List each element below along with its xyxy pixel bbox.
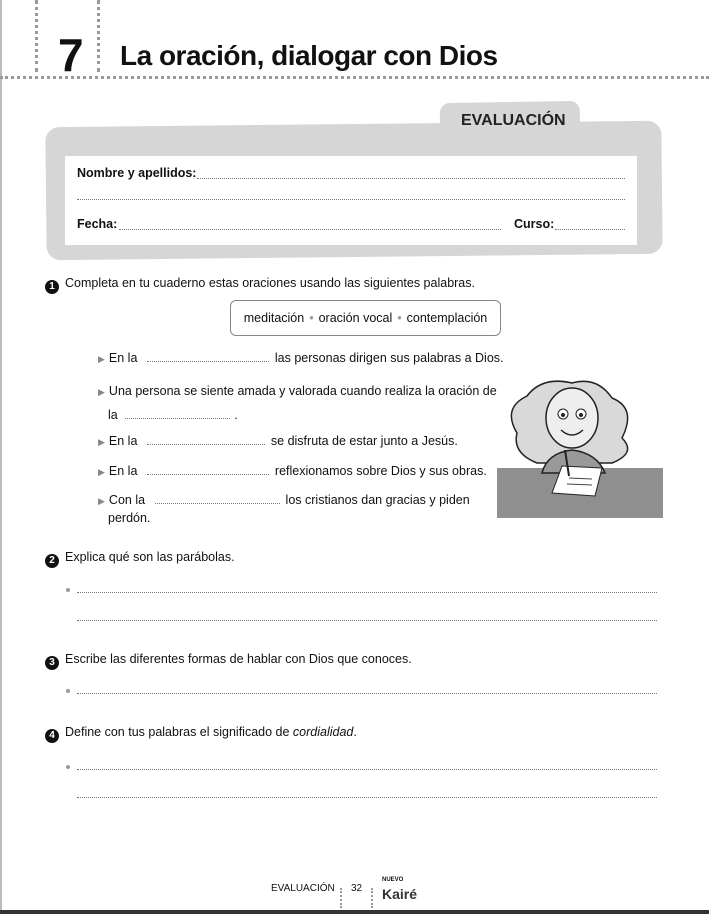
question-number: 4 (45, 729, 59, 743)
question-number: 1 (45, 280, 59, 294)
name-field-line2[interactable] (77, 199, 625, 200)
bullet-icon (66, 765, 70, 769)
item-text: En la (108, 434, 138, 448)
page-edge (0, 0, 2, 914)
word-bank: meditación • oración vocal • contemplación (230, 300, 501, 336)
question-1 (45, 276, 475, 294)
question-prompt: Escribe las diferentes formas de hablar con Dios que conoces. (65, 652, 412, 666)
blank[interactable] (147, 352, 269, 362)
item-text: los cristianos dan gracias y piden (285, 493, 470, 507)
brand-logo: Kairé (382, 886, 418, 902)
question-number: 3 (45, 656, 59, 670)
blank[interactable] (147, 435, 265, 445)
item-text: se disfruta de estar junto a Jesús. (270, 434, 458, 448)
date-field[interactable] (119, 229, 501, 230)
bullet-icon (66, 689, 70, 693)
question-prompt: . (353, 725, 357, 739)
answer-line[interactable] (77, 592, 657, 593)
footer-section: EVALUACIÓN (271, 883, 335, 894)
girl-writing-illustration (497, 378, 663, 518)
item-text: la (108, 408, 118, 422)
course-label: Curso: (514, 217, 555, 231)
item-text: reflexionamos sobre Dios y sus obras. (274, 464, 487, 478)
item-text: las personas dirigen sus palabras a Dios. (274, 351, 504, 365)
unit-number: 7 (58, 29, 82, 81)
fill-item: ▶ En la las personas dirigen sus palabras a Dios. (98, 351, 504, 365)
course-field[interactable] (555, 229, 625, 230)
question-prompt: Explica qué son las parábolas. (65, 550, 235, 564)
answer-line[interactable] (77, 797, 657, 798)
word: meditación (243, 311, 305, 325)
bullet-icon (66, 588, 70, 592)
item-text: Una persona se siente amada y valorada cuando realiza la oración de (108, 384, 497, 398)
fill-item: ▶ En la reflexionamos sobre Dios y sus obras. (98, 464, 487, 478)
question-prompt: Define con tus palabras el significado de (65, 725, 293, 739)
date-label: Fecha: (77, 217, 118, 231)
divider (340, 888, 342, 908)
blank[interactable] (125, 409, 230, 419)
divider (371, 888, 373, 908)
question-number: 2 (45, 554, 59, 568)
fill-item: ▶ En la se disfruta de estar junto a Jesús. (98, 434, 458, 448)
evaluation-tab-label: EVALUACIÓN (461, 112, 566, 129)
page-bottom-edge (0, 910, 709, 914)
divider (97, 0, 100, 72)
name-field[interactable] (197, 178, 625, 179)
item-text: perdón. (108, 511, 151, 525)
answer-line[interactable] (77, 693, 657, 694)
item-text: . (234, 408, 238, 422)
student-info-box (65, 156, 637, 245)
blank[interactable] (147, 465, 269, 475)
question-4 (45, 725, 357, 743)
blank[interactable] (155, 494, 280, 504)
word: contemplación (406, 311, 488, 325)
answer-line[interactable] (77, 620, 657, 621)
page-title: La oración, dialogar con Dios (120, 40, 498, 71)
fill-item: ▶ Con la los cristianos dan gracias y piden perdón. (98, 493, 470, 525)
word: oración vocal (318, 311, 393, 325)
question-2 (45, 550, 235, 568)
question-prompt: Completa en tu cuaderno estas oraciones usando las siguientes palabras. (65, 276, 475, 290)
name-label: Nombre y apellidos: (77, 166, 197, 180)
question-keyword: cordialidad (292, 725, 354, 739)
answer-line[interactable] (77, 769, 657, 770)
item-text: En la (108, 351, 138, 365)
brand-logo-small: NUEVO (382, 877, 404, 883)
divider (35, 0, 38, 72)
item-text: En la (108, 464, 138, 478)
page-number: 32 (351, 883, 363, 894)
fill-item: ▶ Una persona se siente amada y valorada cuando realiza la oración de la . (98, 384, 497, 422)
divider (0, 76, 709, 79)
question-3 (45, 652, 412, 670)
item-text: Con la (108, 493, 146, 507)
